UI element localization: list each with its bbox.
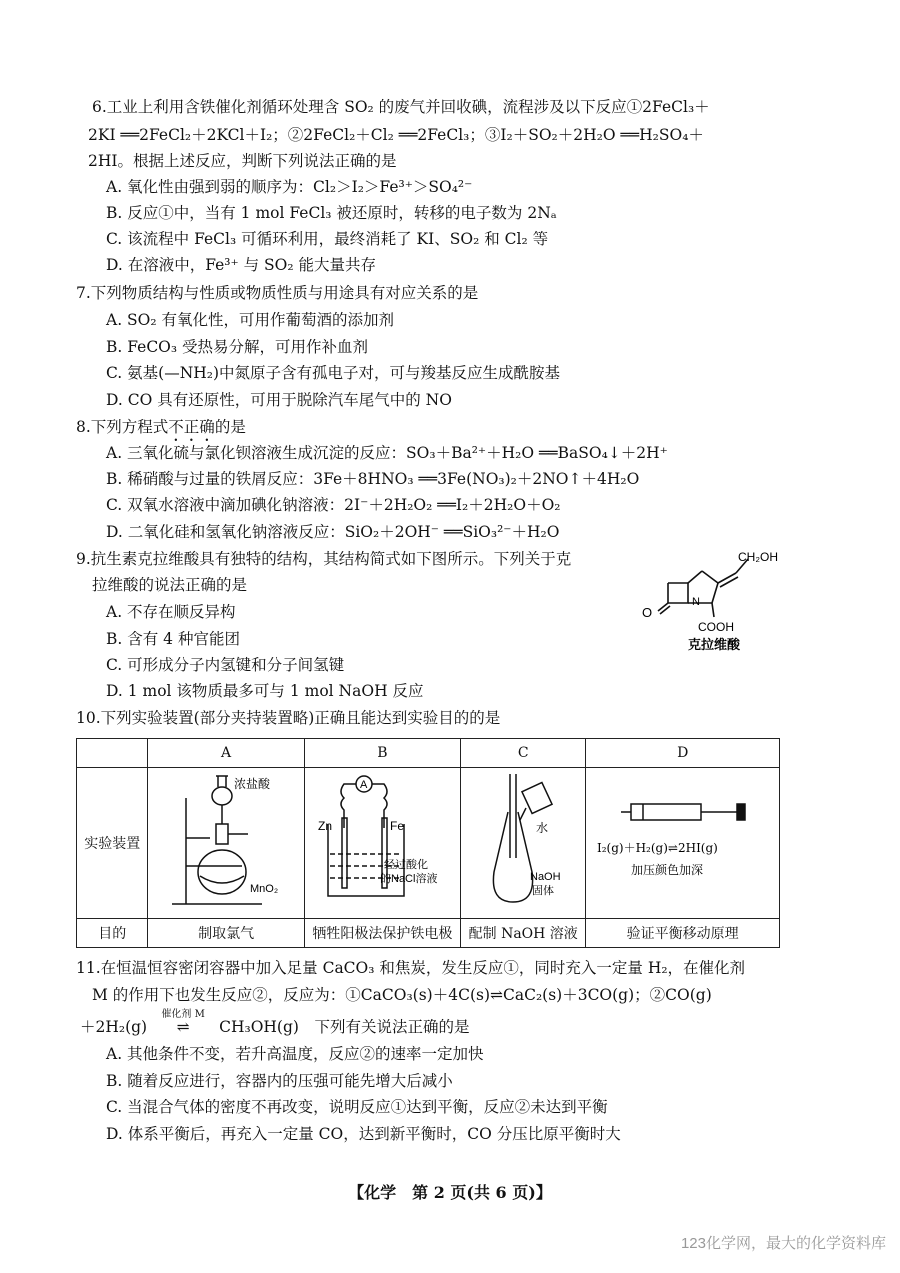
q9-option-a: A. 不存在顺反异构 (106, 603, 236, 621)
q11-reactants: ＋2H₂(g) (80, 1018, 148, 1036)
label-naoh: NaOH (530, 871, 561, 883)
table-header-d: D (586, 739, 780, 768)
q6-stem-line2: 2KI ══2FeCl₂＋2KCl＋I₂；②2FeCl₂＋Cl₂ ══2FeCl₃；③I₂＋SO₂＋2H₂O ══H₂SO₄＋ (88, 126, 704, 144)
purpose-d: 验证平衡移动原理 (586, 919, 780, 948)
apparatus-a-cell (148, 768, 304, 919)
q11-stem-line2: M 的作用下也发生反应②，反应为：①CaCO₃(s)＋4C(s)⇌CaC₂(s)＋3CO(g)；②CO(g) (92, 986, 712, 1004)
watermark-text: 123化学网，最大的化学资料库 (680, 1235, 886, 1252)
q7-option-c: C. 氨基(—NH₂)中氮原子含有孤电子对，可与羧基反应生成酰胺基 (106, 364, 561, 382)
label-zn: Zn (318, 819, 333, 833)
q10-apparatus-table (76, 738, 780, 948)
fig-n-label: N (692, 596, 700, 608)
row-label-purpose: 目的 (77, 919, 148, 948)
q6-option-b: B. 反应①中，当有 1 mol FeCl₃ 被还原时，转移的电子数为 2Nₐ (106, 204, 557, 222)
q8-option-b: B. 稀硝酸与过量的铁屑反应：3Fe＋8HNO₃ ══3Fe(NO₃)₂＋2NO↑＋4H₂O (106, 470, 640, 488)
row-label-apparatus: 实验装置 (77, 768, 148, 919)
q6-stem-line3: 2HI。根据上述反应，判断下列说法正确的是 (88, 152, 397, 170)
apparatus-d-figure (591, 768, 775, 914)
label-conc-hcl: 浓盐酸 (234, 777, 271, 791)
fig-o-label: O (642, 605, 653, 620)
q6-stem-line1: 6.工业上利用含铁催化剂循环处理含 SO₂ 的废气并回收碘，流程涉及以下反应①2FeCl₃＋ (92, 98, 710, 116)
q11-stem-line1: 11.在恒温恒容密闭容器中加入足量 CaCO₃ 和焦炭，发生反应①，同时充入一定量 H₂，在催化剂 (76, 959, 746, 977)
q8-stem (76, 416, 246, 445)
q8-option-c: C. 双氧水溶液中滴加碘化钠溶液：2I⁻＋2H₂O₂ ══I₂＋2H₂O＋O₂ (106, 496, 561, 514)
label-fe: Fe (390, 819, 405, 833)
q11-option-b: B. 随着反应进行，容器内的压强可能先增大后减小 (106, 1072, 453, 1090)
label-mno2: MnO₂ (250, 883, 279, 895)
q6-option-d: D. 在溶液中，Fe³⁺ 与 SO₂ 能大量共存 (106, 256, 377, 274)
purpose-c: 配制 NaOH 溶液 (461, 919, 586, 948)
q11-catalyst-arrow: 催化剂 M ⇌ (147, 1016, 219, 1038)
label-solid: 固体 (532, 885, 555, 897)
q7-option-b: B. FeCO₃ 受热易分解，可用作补血剂 (106, 338, 369, 356)
fig-ch2oh-label: CH₂OH (738, 550, 778, 564)
fig-caption: 克拉维酸 (688, 637, 741, 652)
q11-catalyst-label: 催化剂 M (161, 1009, 205, 1020)
table-header-empty (77, 739, 148, 768)
table-header-a: A (148, 739, 304, 768)
q6-option-a: A. 氧化性由强到弱的顺序为：Cl₂＞I₂＞Fe³⁺＞SO₄²⁻ (106, 178, 473, 196)
apparatus-c-figure (464, 768, 582, 914)
q11-option-c: C. 当混合气体的密度不再改变，说明反应①达到平衡，反应②未达到平衡 (106, 1098, 608, 1116)
q11-option-a: A. 其他条件不变，若升高温度，反应②的速率一定加快 (106, 1045, 484, 1063)
page-footer: 【化学 第 2 页(共 6 页)】 (348, 1183, 552, 1202)
q8-stem-a: 8.下列方程式 (76, 418, 169, 436)
q7-option-d: D. CO 具有还原性，可用于脱除汽车尾气中的 NO (106, 391, 452, 409)
apparatus-b-cell (304, 768, 460, 919)
q8-option-d: D. 二氧化硅和氢氧化钠溶液反应：SiO₂＋2OH⁻ ══SiO₃²⁻＋H₂O (106, 523, 560, 541)
q7-stem: 7.下列物质结构与性质或物质性质与用途具有对应关系的是 (76, 284, 479, 302)
q8-stem-emphasis: 不正确 (168, 418, 215, 436)
label-equilibrium: I₂(g)＋H₂(g)⇌2HI(g) (596, 841, 718, 855)
table-header-b: B (304, 739, 460, 768)
purpose-a: 制取氯气 (148, 919, 304, 948)
table-header-c: C (461, 739, 586, 768)
label-solution-1: 经过酸化 (384, 859, 429, 871)
apparatus-c-cell (461, 768, 586, 919)
clavulanic-acid-structure (640, 545, 790, 660)
label-ammeter: A (360, 779, 368, 791)
apparatus-a-figure (152, 768, 300, 914)
q11-stem-line3 (80, 1009, 470, 1038)
q11-products: CH₃OH(g) 下列有关说法正确的是 (219, 1018, 470, 1036)
purpose-b: 牺牲阳极法保护铁电极 (304, 919, 460, 948)
label-water: 水 (536, 821, 549, 835)
q8-option-a: A. 三氧化硫与氯化钡溶液生成沉淀的反应：SO₃＋Ba²⁺＋H₂O ══BaSO₄↓＋2H⁺ (106, 444, 668, 462)
apparatus-b-figure (308, 768, 456, 914)
label-solution-2: 的NaCl溶液 (380, 873, 438, 885)
q9-stem-line2: 拉维酸的说法正确的是 (92, 576, 248, 594)
q6-option-c: C. 该流程中 FeCl₃ 可循环利用，最终消耗了 KI、SO₂ 和 Cl₂ 等 (106, 230, 549, 248)
q10-stem: 10.下列实验装置(部分夹持装置略)正确且能达到实验目的的是 (76, 709, 501, 727)
q7-option-a: A. SO₂ 有氧化性，可用作葡萄酒的添加剂 (106, 311, 395, 329)
label-pressure: 加压颜色加深 (630, 863, 703, 877)
q9-option-d: D. 1 mol 该物质最多可与 1 mol NaOH 反应 (106, 682, 424, 700)
apparatus-d-cell (586, 768, 780, 919)
q11-option-d: D. 体系平衡后，再充入一定量 CO，达到新平衡时，CO 分压比原平衡时大 (106, 1125, 621, 1143)
q9-option-c: C. 可形成分子内氢键和分子间氢键 (106, 656, 345, 674)
q9-stem-line1: 9.抗生素克拉维酸具有独特的结构，其结构简式如下图所示。下列关于克 (76, 550, 572, 568)
q8-stem-c: 的是 (214, 418, 246, 436)
q9-option-b: B. 含有 4 种官能团 (106, 630, 240, 648)
fig-cooh-label: COOH (698, 620, 734, 634)
